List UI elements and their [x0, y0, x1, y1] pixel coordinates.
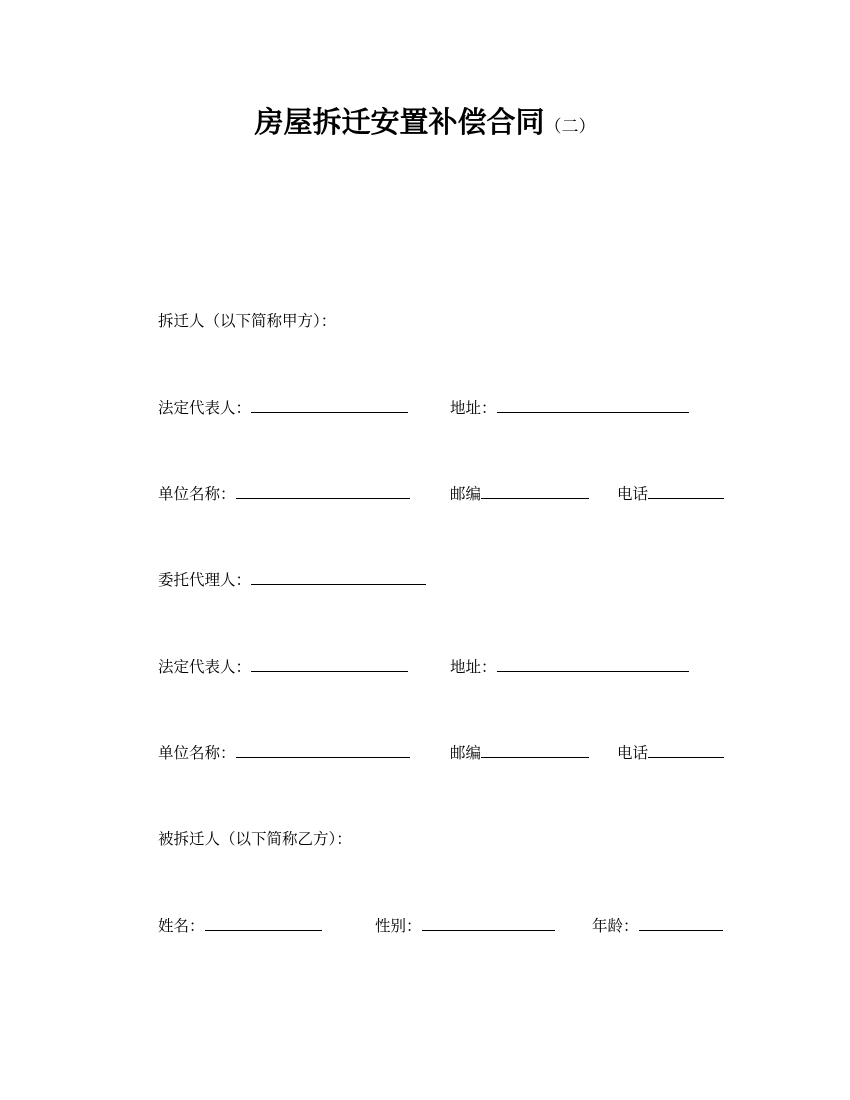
legal-rep-blank-2[interactable]	[251, 655, 408, 672]
address-blank-2[interactable]	[497, 655, 689, 672]
agent-legal-rep-row	[158, 655, 738, 677]
title-suffix: （二）	[544, 117, 596, 137]
address-blank[interactable]	[497, 396, 689, 413]
title-main: 房屋拆迁安置补偿合同	[254, 105, 545, 139]
postcode-field	[450, 482, 589, 505]
unit-name-blank-2[interactable]	[236, 741, 410, 758]
phone-field-2	[617, 741, 724, 764]
age-label: 年龄：	[592, 917, 639, 935]
name-blank[interactable]	[205, 914, 322, 931]
name-label: 姓名：	[158, 917, 205, 935]
postcode-blank-2[interactable]	[481, 741, 589, 758]
postcode-blank[interactable]	[481, 482, 589, 499]
party-a-unit-row	[158, 482, 738, 504]
party-b-info-row	[158, 914, 738, 936]
legal-rep-field-2	[158, 655, 408, 678]
agent-blank[interactable]	[251, 568, 426, 585]
agent-field	[158, 568, 426, 591]
phone-blank[interactable]	[648, 482, 724, 499]
gender-blank[interactable]	[422, 914, 555, 931]
age-blank[interactable]	[639, 914, 723, 931]
unit-name-blank[interactable]	[236, 482, 410, 499]
agent-unit-row	[158, 741, 738, 763]
party-a-legal-rep-row	[158, 396, 738, 418]
phone-blank-2[interactable]	[648, 741, 724, 758]
phone-field	[617, 482, 724, 505]
postcode-field-2	[450, 741, 589, 764]
address-label-2: 地址：	[450, 658, 497, 676]
unit-name-label: 单位名称：	[158, 485, 236, 503]
address-field-2	[450, 655, 689, 678]
party-a-heading: 拆迁人（以下简称甲方）：	[158, 312, 337, 330]
agent-row	[158, 568, 738, 590]
unit-name-field	[158, 482, 410, 505]
legal-rep-label: 法定代表人：	[158, 399, 252, 417]
legal-rep-label-2: 法定代表人：	[158, 658, 252, 676]
agent-label: 委托代理人：	[158, 571, 252, 589]
gender-label: 性别：	[375, 917, 422, 935]
phone-label-2: 电话	[617, 744, 649, 762]
unit-name-label-2: 单位名称：	[158, 744, 236, 762]
unit-name-field-2	[158, 741, 410, 764]
document-title	[0, 100, 850, 141]
legal-rep-blank[interactable]	[251, 396, 408, 413]
postcode-label: 邮编	[450, 485, 482, 503]
postcode-label-2: 邮编	[450, 744, 482, 762]
gender-field	[375, 914, 555, 937]
age-field	[592, 914, 723, 937]
party-b-heading: 被拆迁人（以下简称乙方）：	[158, 830, 352, 848]
address-field	[450, 396, 689, 419]
legal-rep-field	[158, 396, 408, 419]
phone-label: 电话	[617, 485, 649, 503]
address-label: 地址：	[450, 399, 497, 417]
name-field	[158, 914, 322, 937]
